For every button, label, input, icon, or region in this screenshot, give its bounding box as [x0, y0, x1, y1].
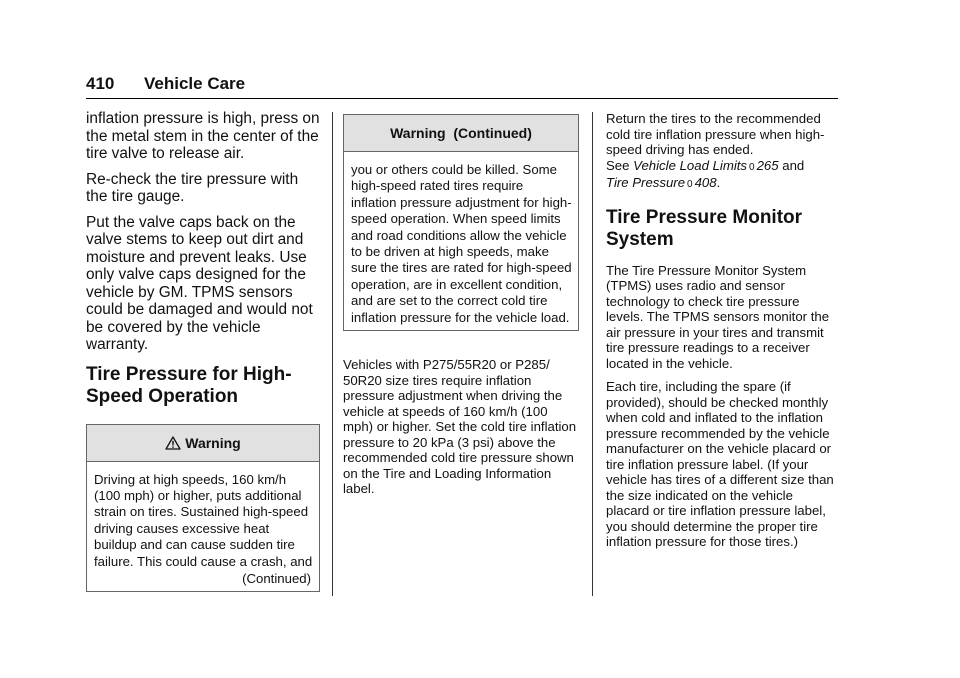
warning-title: Warning (Continued)	[390, 125, 532, 141]
column-3	[606, 111, 838, 558]
section-title: Vehicle Care	[144, 74, 246, 93]
cross-reference-link[interactable]: Vehicle Load Limits	[633, 157, 748, 173]
page-number: 410	[86, 74, 115, 93]
column-divider-right	[592, 112, 593, 596]
page-ref-arrow-icon: 0	[687, 179, 693, 190]
period: .	[716, 175, 721, 190]
column-1	[86, 110, 320, 608]
warning-triangle-icon	[165, 436, 181, 450]
warning-box-continued	[343, 114, 579, 331]
continued-label: (Continued)	[242, 570, 311, 586]
section-heading: Tire Pressure Monitor System	[606, 206, 803, 250]
paragraph: Put the valve caps back on the valve stems to keep out dirt and moisture and prevent leaks. Use only valve caps designed for the vehicle by GM. TPMS sensors could be damaged and would not be covered by the vehicle warranty.	[86, 213, 313, 353]
warning-box	[86, 424, 320, 592]
warning-header	[87, 425, 319, 462]
paragraph-text: Return the tires to the recommended cold tire inflation pressure when high-speed driving has ended.	[606, 111, 825, 157]
column-divider-left	[332, 112, 333, 596]
paragraph: inflation pressure is high, press on the metal stem in the center of the tire valve to release air.	[86, 110, 320, 162]
warning-body	[87, 462, 319, 591]
warning-header	[344, 115, 578, 152]
see-text: See	[606, 157, 630, 173]
paragraph: The Tire Pressure Monitor System (TPMS) uses radio and sensor technology to check tire pressure levels. The TPMS sensors monitor the air pressure in your tires and transmit tire pressure readings to a receiver located in the vehicle.	[606, 262, 830, 371]
page-ref-arrow-icon: 0	[749, 161, 755, 173]
warning-body	[344, 152, 578, 330]
section-heading: Tire Pressure for High-Speed Operation	[86, 363, 292, 407]
paragraph: Vehicles with P275/55R20 or P285/ 50R20 size tires require inflation pressure adjustment when driving the vehicle at speeds of 160 km/h (100 mph) or higher. Set the cold tire inflation pressure to 20 kPa (3 psi) above the recommended cold tire pressure shown on the Tire and Loading Information label.	[343, 357, 577, 497]
cross-reference-page[interactable]: 408	[694, 175, 717, 190]
paragraph	[606, 111, 838, 193]
and-text: and	[782, 157, 805, 173]
cross-reference-link[interactable]: Tire Pressure	[606, 175, 686, 190]
column-2	[343, 114, 579, 505]
cross-reference-page[interactable]: 265	[756, 157, 779, 173]
paragraph: Re-check the tire pressure with the tire gauge.	[86, 170, 299, 205]
page-header	[86, 70, 838, 99]
warning-title: Warning	[185, 434, 241, 451]
warning-text: Driving at high speeds, 160 km/h (100 mph) or higher, puts additional strain on tires. Sustained high-speed driving causes excessive heat buildup and can cause sudden tire failure. This could cause a crash, and	[94, 471, 313, 569]
warning-text: you or others could be killed. Some high-speed rated tires require inflation pressure adjustment for high-speed operation. When speed limits and road conditions allow the vehicle to be driven at high speeds, make sure the tires are rated for high-speed operation, are in excellent condition, and are set to the correct cold tire inflation pressure for the vehicle load.	[351, 162, 572, 325]
paragraph: Each tire, including the spare (if provided), should be checked monthly when cold and inflated to the inflation pressure recommended by the vehicle manufacturer on the vehicle placard or tire inflation pressure label. (If your vehicle has tires of a different size than the size indicated on the vehicle placard or tire inflation pressure label, you should determine the proper tire inflation pressure for those tires.)	[606, 379, 834, 549]
